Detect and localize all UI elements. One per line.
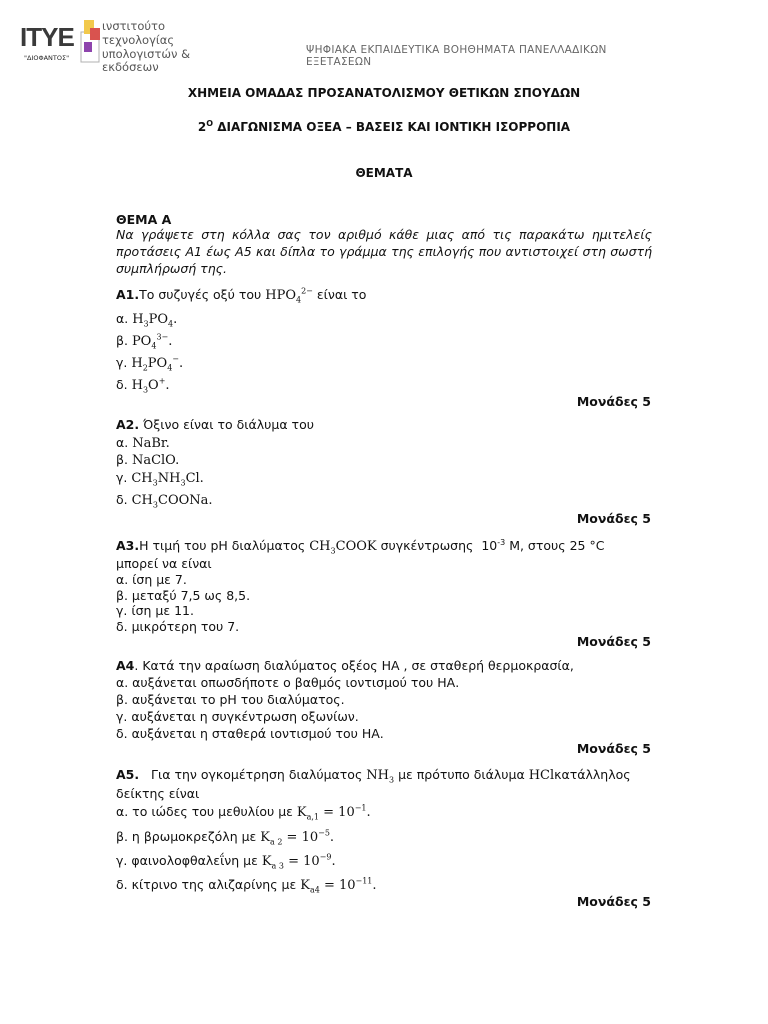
option-a1-a: α. $H_3PO_4$. <box>116 311 178 329</box>
logo-mark-icon <box>80 18 102 64</box>
marks-a5: Μονάδες 5 <box>576 894 651 909</box>
option-a2-a: α. NaBr. <box>116 435 170 451</box>
option-a4-b: β. αυξάνεται το pH του διαλύματος. <box>116 692 345 707</box>
option-a2-b: β. NaClO. <box>116 452 180 468</box>
option-a5-c: γ. φαινολοφθαλεΐνη με $K_{a 3} = 10^{-9}$. <box>116 852 336 871</box>
marks-a4: Μονάδες 5 <box>576 741 651 756</box>
option-a2-d: δ. $CH_3COONa$. <box>116 492 213 510</box>
option-a3-d: δ. μικρότερη του 7. <box>116 619 240 634</box>
question-a3: Α3.Η τιμή του pH διαλύματος $CH_3COOK$ συγκέντρωσης $10^{-3}$ Μ, στους 25 °C <box>116 537 605 556</box>
logo-subtitle: "ΔΙΟΦΑΝΤΟΣ" <box>24 54 70 62</box>
document-title: ΧΗΜΕΙΑ ΟΜΑΔΑΣ ΠΡΟΣΑΝΑΤΟΛΙΣΜΟΥ ΘΕΤΙΚΩΝ ΣΠΟΥΔΩΝ <box>187 86 581 100</box>
option-a5-d: δ. κίτρινο της αλιζαρίνης με $K_{a4} = 10^{-11}$. <box>116 876 377 895</box>
logo <box>20 18 250 74</box>
instructions: Να γράψετε στη κόλλα σας τον αριθμό κάθε μιας από τις παρακάτω ημιτελείς προτάσεις Α1 έως Α5 και δίπλα το γράμμα της επιλογής που αντιστοιχεί στη σωστή συμπλήρωσή της. <box>116 227 652 276</box>
option-a1-c: γ. $H_2PO_4^-$. <box>116 354 184 373</box>
section-heading: ΘΕΜΑΤΑ <box>355 166 413 180</box>
logo-line-2: τεχνολογίας <box>102 33 175 47</box>
logo-line-3: υπολογιστών & εκδόσεων <box>102 47 191 74</box>
option-a1-b: β. $PO_4^{3-}$. <box>116 332 173 351</box>
option-a4-a: α. αυξάνεται οπωσδήποτε ο βαθμός ιοντισμού του ΗΑ. <box>116 675 460 690</box>
option-a4-d: δ. αυξάνεται η σταθερά ιοντισμού του ΗΑ. <box>116 726 384 741</box>
marks-a1: Μονάδες 5 <box>576 394 651 409</box>
option-a3-a: α. ίση με 7. <box>116 572 187 587</box>
marks-a3: Μονάδες 5 <box>576 634 651 649</box>
marks-a2: Μονάδες 5 <box>576 511 651 526</box>
thema-a-heading: ΘΕΜΑ Α <box>116 212 172 227</box>
question-a2: Α2. Όξινο είναι το διάλυμα του <box>116 417 314 432</box>
header-caption: ΨΗΦΙΑΚΑ ΕΚΠΑΙΔΕΥΤΙΚΑ ΒΟΗΘΗΜΑΤΑ ΠΑΝΕΛΛΑΔΙΚΩΝ ΕΞΕΤΑΣΕΩΝ <box>306 44 607 68</box>
option-a5-b: β. η βρωμοκρεζόλη με $K_{a 2} = 10^{-5}$. <box>116 828 335 847</box>
logo-line-1: ινστιτούτο <box>102 19 165 33</box>
question-a1: Α1.Το συζυγές οξύ του $HPO_4^{2-}$ είναι το <box>116 286 367 305</box>
option-a1-d: δ. $H_3O^+$. <box>116 376 170 395</box>
question-a5: Α5. Για την ογκομέτρηση διαλύματος $NH_3$ με πρότυπο διάλυμα HClκατάλληλος <box>116 767 631 785</box>
option-a5-a: α. το ιώδες του μεθυλίου με $K_{a,1} = 10^{-1}$. <box>116 803 371 822</box>
option-a4-c: γ. αυξάνεται η συγκέντρωση οξωνίων. <box>116 709 359 724</box>
logo-brand: ITYE <box>20 22 74 52</box>
question-a5-cont: δείκτης είναι <box>116 786 200 801</box>
option-a3-c: γ. ίση με 11. <box>116 603 194 618</box>
option-a3-b: β. μεταξύ 7,5 ως 8,5. <box>116 588 251 603</box>
option-a2-c: γ. $CH_3NH_3Cl$. <box>116 470 204 488</box>
question-a3-cont: μπορεί να είναι <box>116 556 212 571</box>
test-subtitle: $2^O$ ΔΙΑΓΩΝΙΣΜΑ ΟΞΕΑ – ΒΑΣΕΙΣ ΚΑΙ ΙΟΝΤΙΚΗ ΙΣΟΡΡΟΠΙΑ <box>197 119 571 134</box>
question-a4: Α4. Κατά την αραίωση διαλύματος οξέος ΗΑ , σε σταθερή θερμοκρασία, <box>116 658 574 673</box>
